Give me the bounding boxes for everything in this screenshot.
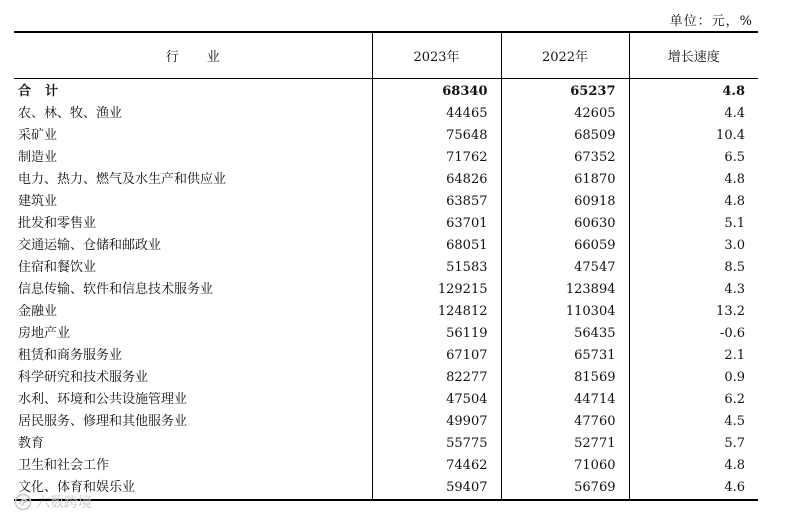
value-2023-cell: 51583: [372, 257, 501, 279]
industry-cell: 制造业: [18, 149, 58, 165]
value-2022-cell: 60630: [501, 213, 629, 235]
value-2022-cell: 56435: [501, 323, 629, 345]
table-row: [14, 301, 758, 323]
growth-cell: -0.6: [629, 323, 758, 345]
growth-cell: 4.8: [629, 169, 758, 191]
table-row: [14, 411, 758, 433]
table-row: [14, 345, 758, 367]
growth-cell: 3.0: [629, 235, 758, 257]
value-2023-cell: 75648: [372, 125, 501, 147]
table-row: [14, 147, 758, 169]
industry-cell: 合计: [18, 83, 73, 99]
table-header: [14, 32, 758, 78]
industry-cell: 批发和零售业: [18, 215, 97, 231]
value-2022-cell: 52771: [501, 433, 629, 455]
value-2022-cell: 42605: [501, 103, 629, 125]
value-2022-cell: 65731: [501, 345, 629, 367]
table-row: [14, 279, 758, 301]
value-2022-cell: 123894: [501, 279, 629, 301]
value-2023-cell: 63701: [372, 213, 501, 235]
industry-cell: 住宿和餐饮业: [18, 259, 97, 275]
header-2022: 2022年: [501, 32, 629, 78]
industry-cell: 电力、热力、燃气及水生产和供应业: [18, 171, 227, 187]
value-2022-cell: 71060: [501, 455, 629, 477]
value-2023-cell: 64826: [372, 169, 501, 191]
value-2022-cell: 60918: [501, 191, 629, 213]
table-row: [14, 433, 758, 455]
table-row: [14, 477, 758, 500]
industry-cell: 信息传输、软件和信息技术服务业: [18, 281, 214, 297]
industry-cell: 科学研究和技术服务业: [18, 369, 149, 385]
growth-cell: 6.2: [629, 389, 758, 411]
watermark-text: 六数跨境: [36, 495, 92, 511]
value-2022-cell: 110304: [501, 301, 629, 323]
value-2023-cell: 47504: [372, 389, 501, 411]
value-2023-cell: 68340: [372, 78, 501, 103]
table-row: [14, 455, 758, 477]
value-2023-cell: 55775: [372, 433, 501, 455]
table-body: [14, 78, 758, 500]
growth-cell: 4.8: [629, 78, 758, 103]
industry-cell: 文化、体育和娱乐业: [14, 477, 372, 500]
growth-cell: 5.7: [629, 433, 758, 455]
growth-cell: 4.5: [629, 411, 758, 433]
growth-cell: 4.4: [629, 103, 758, 125]
table-row: [14, 323, 758, 345]
value-2023-cell: 56119: [372, 323, 501, 345]
growth-cell: 4.3: [629, 279, 758, 301]
watermark: [14, 492, 92, 512]
table-row: [14, 213, 758, 235]
industry-cell: 水利、环境和公共设施管理业: [18, 391, 188, 407]
value-2023-cell: 59407: [372, 477, 501, 500]
watermark-logo-icon: [14, 493, 32, 511]
value-2022-cell: 68509: [501, 125, 629, 147]
table-row: [14, 125, 758, 147]
value-2023-cell: 49907: [372, 411, 501, 433]
table-row: [14, 169, 758, 191]
table-row: [14, 103, 758, 125]
industry-cell: 租赁和商务服务业: [18, 347, 123, 363]
industry-cell: 建筑业: [18, 193, 58, 209]
industry-cell: 金融业: [18, 303, 58, 319]
table-row: [14, 257, 758, 279]
growth-cell: 5.1: [629, 213, 758, 235]
growth-cell: 4.8: [629, 191, 758, 213]
value-2023-cell: 82277: [372, 367, 501, 389]
industry-cell: 居民服务、修理和其他服务业: [18, 413, 188, 429]
growth-cell: 0.9: [629, 367, 758, 389]
wage-table: [14, 31, 758, 501]
table-row: [14, 235, 758, 257]
table-row: [14, 191, 758, 213]
value-2022-cell: 67352: [501, 147, 629, 169]
table-row: [14, 389, 758, 411]
table-row: [14, 367, 758, 389]
industry-cell: 交通运输、仓储和邮政业: [18, 237, 162, 253]
growth-cell: 4.8: [629, 455, 758, 477]
header-growth: 增长速度: [629, 32, 758, 78]
industry-cell: 卫生和社会工作: [18, 457, 110, 473]
value-2023-cell: 71762: [372, 147, 501, 169]
growth-cell: 13.2: [629, 301, 758, 323]
value-2023-cell: 63857: [372, 191, 501, 213]
growth-cell: 4.6: [629, 477, 758, 500]
value-2022-cell: 65237: [501, 78, 629, 103]
value-2023-cell: 74462: [372, 455, 501, 477]
industry-cell: 教育: [18, 435, 45, 451]
value-2023-cell: 44465: [372, 103, 501, 125]
value-2023-cell: 129215: [372, 279, 501, 301]
value-2022-cell: 61870: [501, 169, 629, 191]
industry-cell: 农、林、牧、渔业: [18, 105, 123, 121]
header-2023: 2023年: [372, 32, 501, 78]
growth-cell: 6.5: [629, 147, 758, 169]
value-2022-cell: 44714: [501, 389, 629, 411]
industry-cell: 房地产业: [18, 325, 71, 341]
growth-cell: 2.1: [629, 345, 758, 367]
value-2022-cell: 81569: [501, 367, 629, 389]
header-industry: 行业: [14, 32, 372, 78]
value-2022-cell: 47547: [501, 257, 629, 279]
unit-label: 单位：元，%: [669, 14, 753, 29]
value-2023-cell: 68051: [372, 235, 501, 257]
growth-cell: 8.5: [629, 257, 758, 279]
value-2022-cell: 47760: [501, 411, 629, 433]
value-2022-cell: 66059: [501, 235, 629, 257]
value-2023-cell: 124812: [372, 301, 501, 323]
total-row: [14, 78, 758, 103]
growth-cell: 10.4: [629, 125, 758, 147]
value-2023-cell: 67107: [372, 345, 501, 367]
value-2022-cell: 56769: [501, 477, 629, 500]
industry-cell: 采矿业: [18, 127, 58, 143]
